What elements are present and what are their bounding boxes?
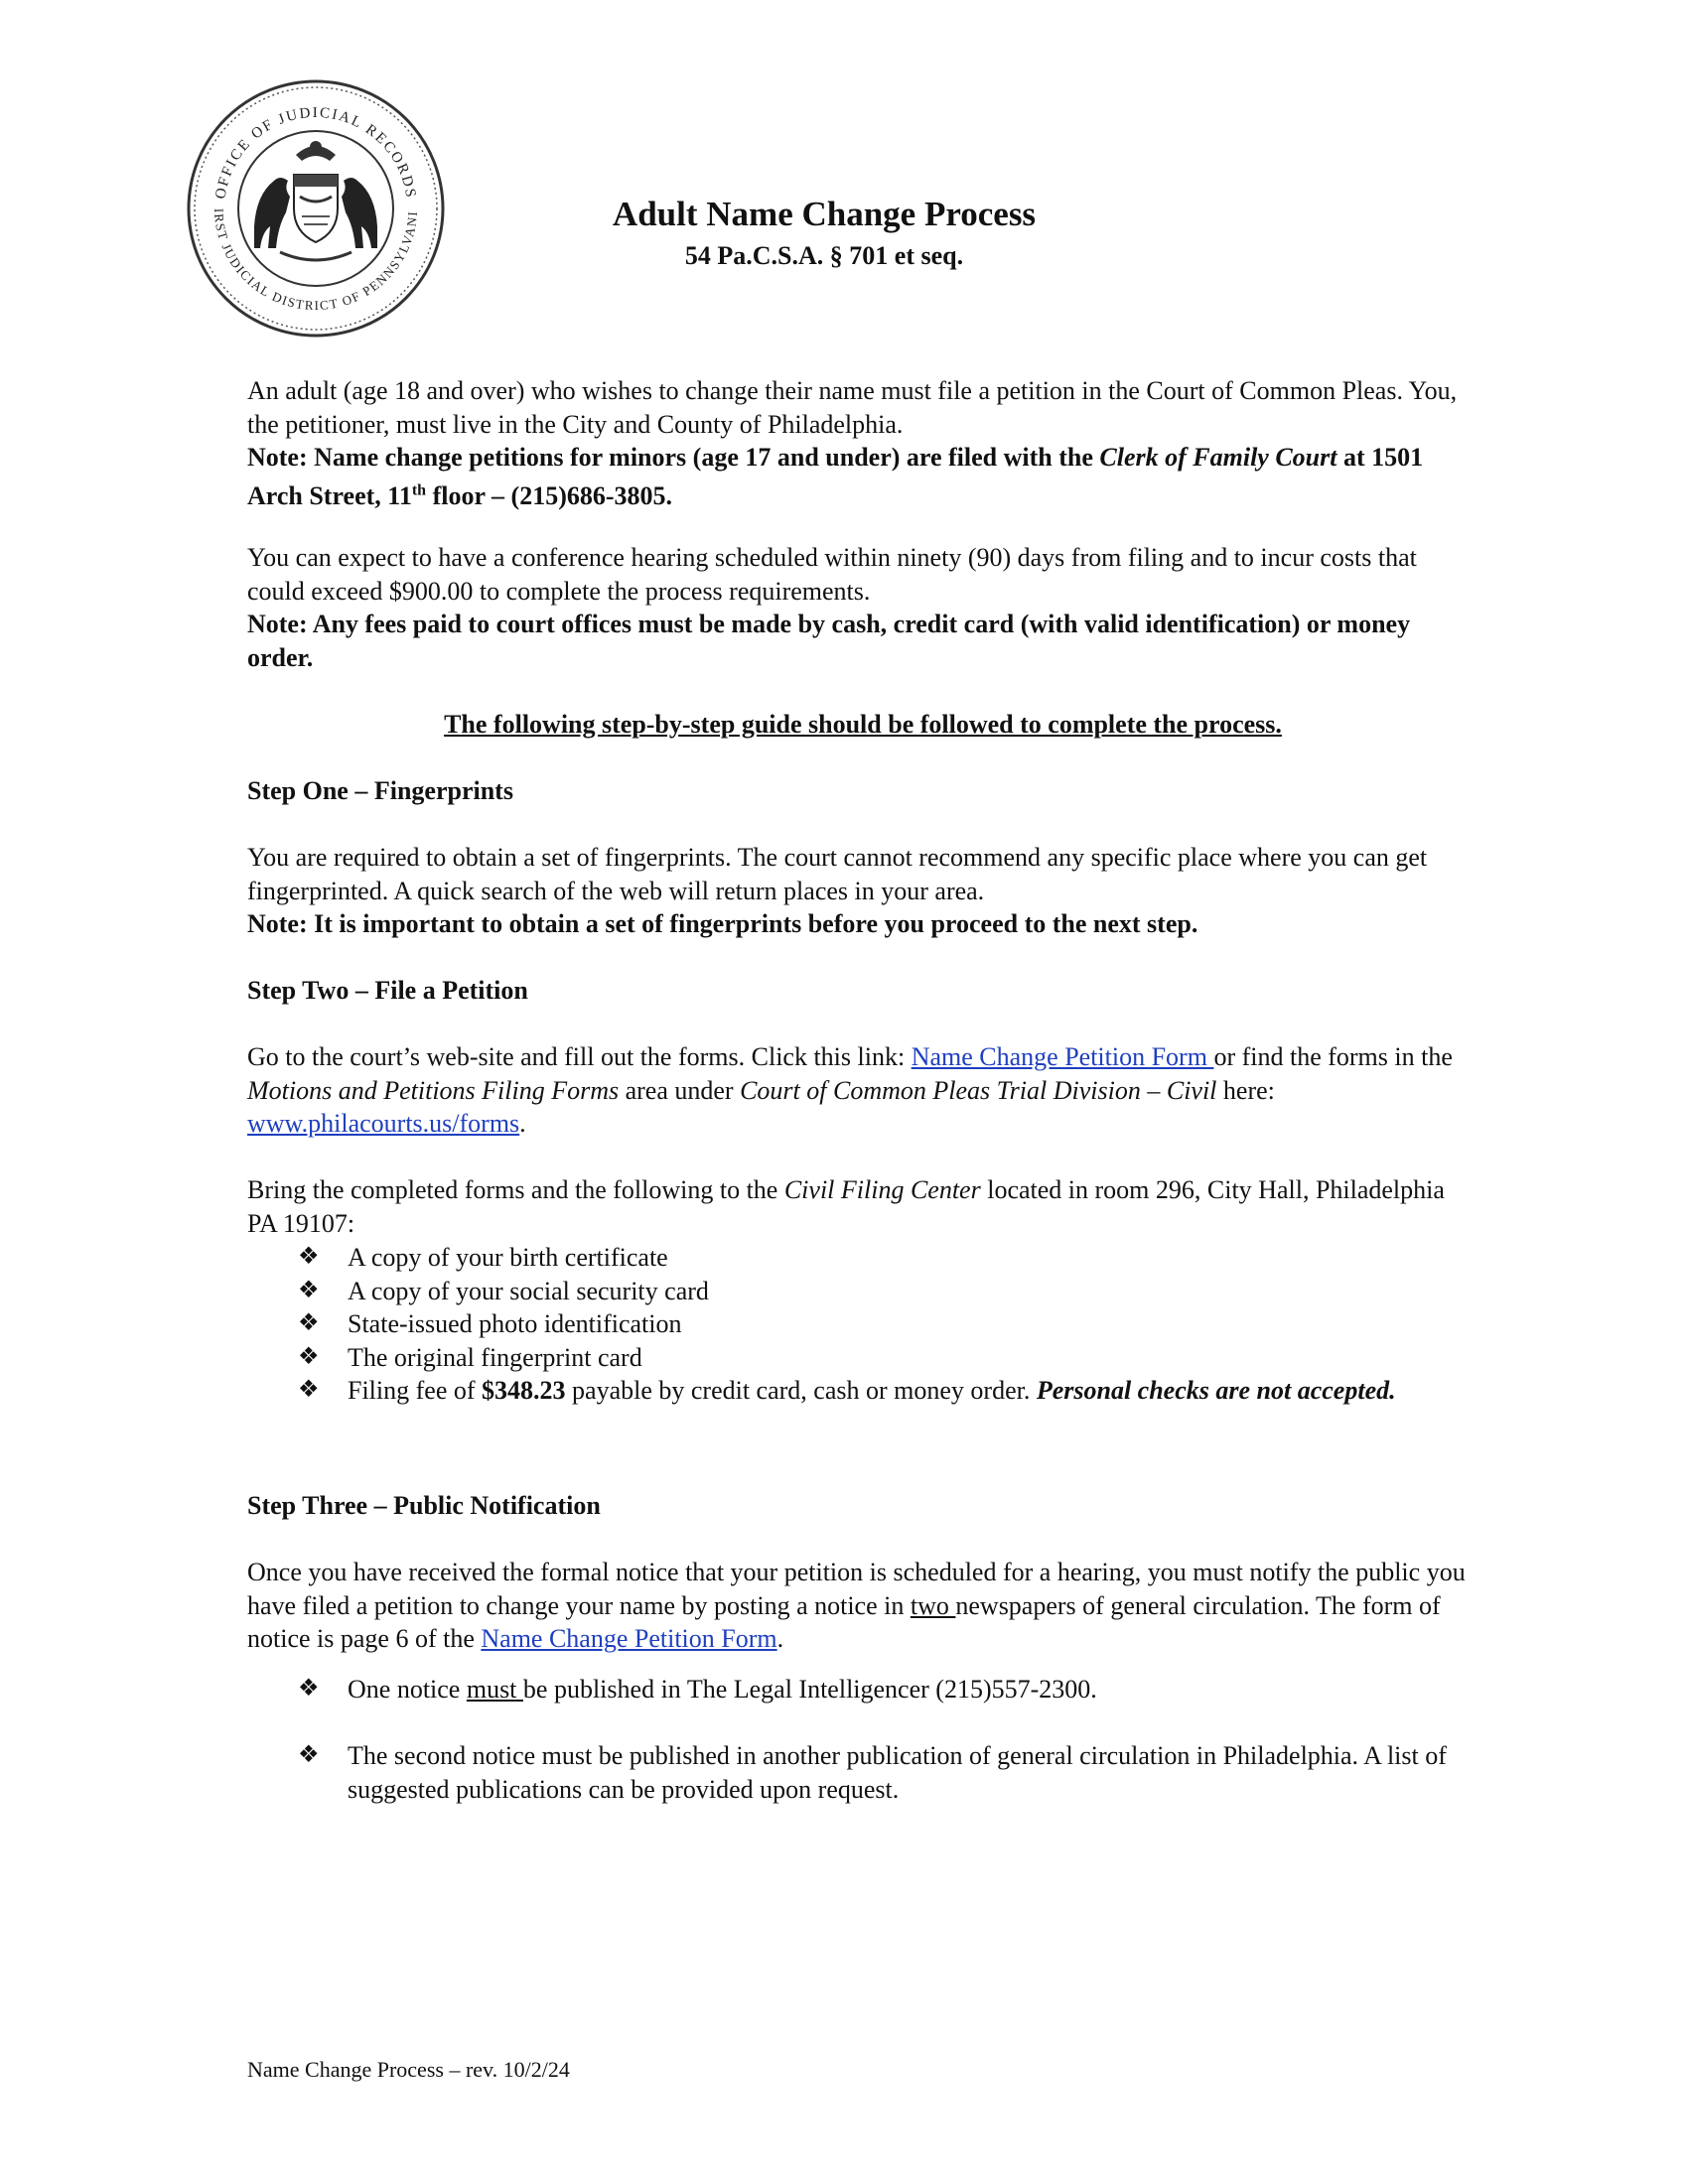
name-change-petition-form-link[interactable]: Name Change Petition Form bbox=[911, 1042, 1214, 1071]
second-notice-item: ❖ The second notice must be published in another publication of general circulation in Philadelphia. A list of suggested publications can be provided upon request. bbox=[298, 1741, 1447, 1804]
bullet-icon: ❖ bbox=[298, 1377, 320, 1404]
name-change-petition-form-link-2[interactable]: Name Change Petition Form bbox=[481, 1624, 777, 1654]
list-item: ❖ A copy of your birth certificate bbox=[298, 1241, 1489, 1275]
required-documents-list bbox=[298, 1241, 1489, 1408]
court-seal bbox=[185, 77, 447, 340]
guide-heading: The following step-by-step guide should be followed to complete the process. bbox=[444, 710, 1282, 739]
bullet-icon: ❖ bbox=[298, 1676, 320, 1702]
fingerprint-note: Note: It is important to obtain a set of fingerprints before you proceed to the next step. bbox=[247, 909, 1198, 939]
filing-fee-item: ❖ Filing fee of $348.23 payable by credit card, cash or money order. Personal checks are not accepted. bbox=[298, 1374, 1489, 1408]
legal-intelligencer-notice-item: ❖ One notice must be published in The Legal Intelligencer (215)557-2300. bbox=[298, 1673, 1489, 1706]
bullet-icon: ❖ bbox=[298, 1343, 320, 1370]
footer-revision: Name Change Process – rev. 10/2/24 bbox=[247, 2057, 570, 2082]
step-one-text: You are required to obtain a set of fingerprints. The court cannot recommend any specific place where you can get fingerprinted. A quick search of the web will return places in your area. bbox=[247, 843, 1428, 905]
costs-text: You can expect to have a conference hearing scheduled within ninety (90) days from filing and to incur costs that could exceed $900.00 to complete the process requirements. bbox=[247, 543, 1417, 606]
step-two-heading: Step Two – File a Petition bbox=[247, 976, 528, 1005]
intro-text: An adult (age 18 and over) who wishes to change their name must file a petition in the Court of Common Pleas. You, the petitioner, must live in the City and County of Philadelphia. bbox=[247, 376, 1458, 439]
notice-list-1 bbox=[298, 1673, 1489, 1706]
bullet-icon: ❖ bbox=[298, 1310, 320, 1337]
list-item: ❖ A copy of your social security card bbox=[298, 1275, 1489, 1308]
seal-bottom-text: IRST JUDICIAL DISTRICT OF PENNSYLVANI bbox=[211, 207, 421, 314]
intro-paragraph bbox=[247, 374, 1478, 513]
seal-top-text: OFFICE OF JUDICIAL RECORDS bbox=[212, 104, 419, 201]
philacourts-forms-link[interactable]: www.philacourts.us/forms bbox=[247, 1109, 520, 1139]
step-one-paragraph bbox=[247, 841, 1478, 941]
page-title: Adult Name Change Process bbox=[612, 195, 1037, 233]
step-three-heading: Step Three – Public Notification bbox=[247, 1491, 601, 1520]
list-item: ❖ The original fingerprint card bbox=[298, 1341, 1489, 1375]
list-item: ❖ State-issued photo identification bbox=[298, 1307, 1489, 1341]
costs-paragraph bbox=[247, 541, 1478, 674]
bullet-icon: ❖ bbox=[298, 1277, 320, 1303]
statute-citation: 54 Pa.C.S.A. § 701 et seq. bbox=[684, 241, 964, 270]
bullet-icon: ❖ bbox=[298, 1742, 320, 1768]
step-three-paragraph: Once you have received the formal notice that your petition is scheduled for a hearing, you must notify the public you have filed a petition to change your name by posting a notice in two newspapers of general circulation. The form of notice is page 6 of the Name Change Petition Form. bbox=[247, 1558, 1466, 1654]
step-two-forms-paragraph: Go to the court’s web-site and fill out the forms. Click this link: Name Change Petition Form or find the forms in the Motions and Petitions Filing Forms area under Court of Common Pleas Trial Division – Civil here: www.philacourts.us/forms. bbox=[247, 1042, 1453, 1139]
bullet-icon: ❖ bbox=[298, 1244, 320, 1270]
step-one-heading: Step One – Fingerprints bbox=[247, 776, 513, 805]
minors-note: Note: Name change petitions for minors (age 17 and under) are filed with the Clerk of Family Court at 1501 Arch Street, 11th floor – (215)686-3805. bbox=[247, 443, 1424, 511]
notice-list-2 bbox=[298, 1739, 1489, 1806]
fees-note: Note: Any fees paid to court offices must be made by cash, credit card (with valid identification) or money order. bbox=[247, 610, 1411, 672]
step-two-filing-paragraph: Bring the completed forms and the following to the Civil Filing Center located in room 296, City Hall, Philadelphia PA 19107: bbox=[247, 1175, 1445, 1238]
